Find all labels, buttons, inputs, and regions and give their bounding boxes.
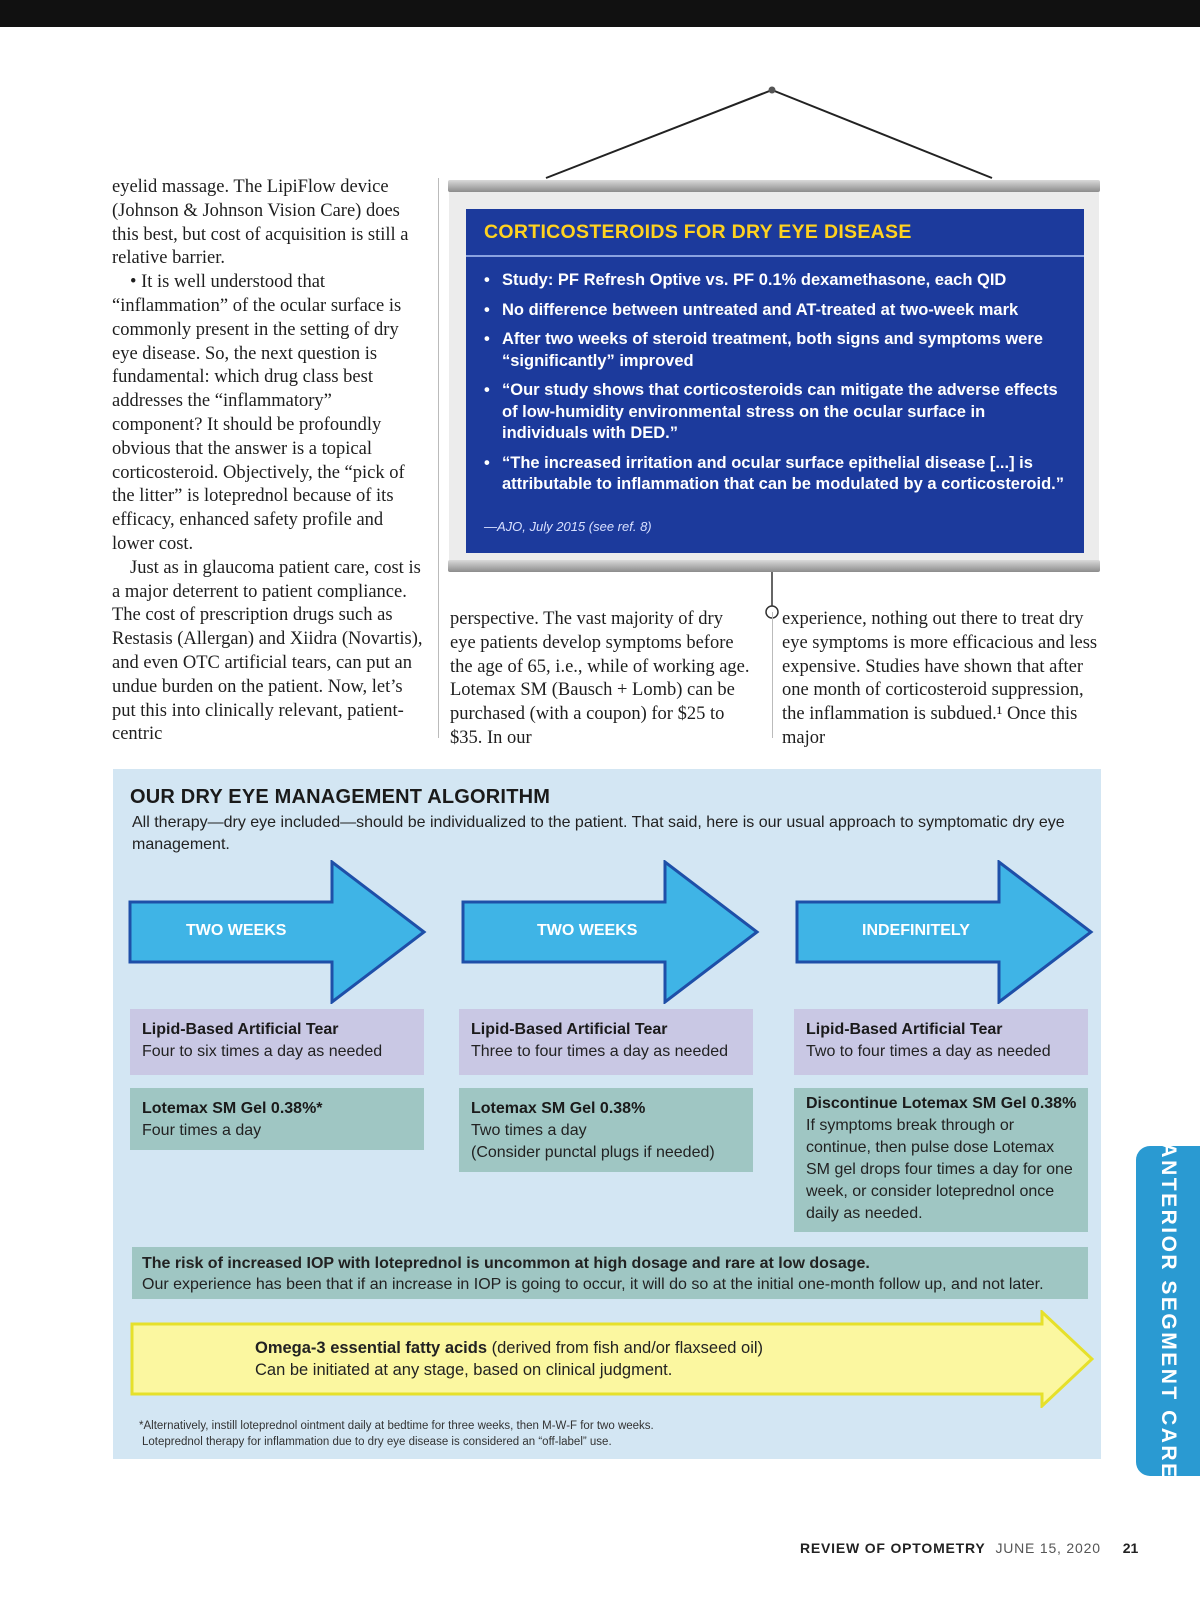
stage-2-tear-box bbox=[459, 1009, 753, 1075]
iop-risk-text: Our experience has been that if an increase in IOP is going to occur, it will do so at the initial one-month follow up, and not later. bbox=[142, 1276, 1044, 1293]
article-paragraph: perspective. The vast majority of dry eye patients develop symptoms before the age of 65, i.e., while of working age. Lotemax SM (Bausch + Lomb) can be purchased (with a coupon) for $25 to $35. In our bbox=[450, 609, 750, 748]
section-tab-label: ANTERIOR SEGMENT CARE bbox=[1157, 1142, 1180, 1480]
poster-bullet-list bbox=[482, 270, 1074, 504]
algorithm-intro: All therapy—dry eye included—should be individualized to the patient. That said, here is our usual approach to symptomatic dry eye management. bbox=[132, 814, 1065, 853]
poster-bullet: • “The increased irritation and ocular surface epithelial disease [...] is attributable to inflammation that can be modulated by a corticosteroid.” bbox=[482, 453, 1074, 496]
poster-bullet: • Study: PF Refresh Optive vs. PF 0.1% dexamethasone, each QID bbox=[482, 270, 1074, 292]
poster-bullet: • After two weeks of steroid treatment, both signs and symptoms were “significantly” improved bbox=[482, 329, 1074, 372]
article-column-3 bbox=[782, 608, 1102, 751]
article-paragraph: • It is well understood that “inflammation” of the ocular surface is commonly present in the setting of dry eye disease. So, the next question is fundamental: which drug class best addresses the “inflammatory” component? It should be profoundly obvious that the answer is a topical corticosteroid. Objectively, the “pick of the litter” is loteprednol because of its efficacy, enhanced safety profile and lower cost. bbox=[112, 272, 405, 554]
omega-3-text: Can be initiated at any stage, based on clinical judgment. bbox=[255, 1361, 673, 1379]
stage-3-duration: INDEFINITELY bbox=[862, 922, 970, 939]
column-divider bbox=[438, 178, 439, 738]
poster-citation: —AJO, July 2015 (see ref. 8) bbox=[484, 519, 652, 534]
stage-3-tear-box bbox=[794, 1009, 1088, 1075]
section-tab bbox=[1136, 1142, 1200, 1480]
poster-top-rod bbox=[448, 180, 1100, 192]
stage-2-drug-note: (Consider punctal plugs if needed) bbox=[471, 1144, 715, 1161]
top-bar bbox=[0, 0, 1200, 27]
stage-1-tear-box bbox=[130, 1009, 424, 1075]
stage-1-duration: TWO WEEKS bbox=[186, 922, 287, 939]
stage-2-tear-text: Three to four times a day as needed bbox=[471, 1043, 729, 1060]
stage-2-tear-title: Lipid-Based Artificial Tear bbox=[471, 1021, 668, 1038]
stage-3-drug-text: If symptoms break through or continue, then pulse dose Lotemax SM gel drops four times a day for one week, or consider loteprednol once daily as needed. bbox=[806, 1117, 1073, 1222]
iop-risk-box bbox=[132, 1247, 1088, 1299]
poster-hanger bbox=[540, 86, 1040, 186]
omega-3-title: Omega-3 essential fatty acids bbox=[255, 1339, 488, 1357]
article-column-2 bbox=[450, 608, 750, 751]
stage-3-drug-box bbox=[794, 1088, 1088, 1232]
footnote-1: *Alternatively, instill loteprednol ointment daily at bedtime for three weeks, then M-W-F for two weeks. bbox=[139, 1420, 654, 1432]
article-paragraph: eyelid massage. The LipiFlow device (Johnson & Johnson Vision Care) does this best, but cost of acquisition is still a relative barrier. bbox=[112, 177, 409, 269]
footnote-2: Loteprednol therapy for inflammation due to dry eye disease is considered an “off-label” use. bbox=[142, 1436, 612, 1448]
page-footer bbox=[800, 1540, 1138, 1556]
poster-bullet: • No difference between untreated and AT-treated at two-week mark bbox=[482, 300, 1074, 322]
poster-bottom-rod bbox=[448, 560, 1100, 572]
stage-2-drug-title: Lotemax SM Gel 0.38% bbox=[471, 1100, 646, 1117]
stage-1-tear-text: Four to six times a day as needed bbox=[142, 1043, 383, 1060]
stage-1-tear-title: Lipid-Based Artificial Tear bbox=[142, 1021, 339, 1038]
stage-1-drug-box bbox=[130, 1088, 424, 1150]
poster-title: CORTICOSTEROIDS FOR DRY EYE DISEASE bbox=[484, 221, 912, 243]
poster-bullet: • “Our study shows that corticosteroids can mitigate the adverse effects of low-humidity environmental stress on the ocular surface in individuals with DED.” bbox=[482, 380, 1074, 445]
issue-date: JUNE 15, 2020 bbox=[995, 1540, 1101, 1556]
omega-3-source: (derived from fish and/or flaxseed oil) bbox=[487, 1339, 764, 1357]
stage-2-duration: TWO WEEKS bbox=[537, 922, 638, 939]
algorithm-footnote bbox=[139, 1418, 654, 1450]
stage-3-tear-text: Two to four times a day as needed bbox=[806, 1043, 1051, 1060]
stage-3-tear-title: Lipid-Based Artificial Tear bbox=[806, 1021, 1003, 1038]
iop-risk-title: The risk of increased IOP with loteprednol is uncommon at high dosage and rare at low dosage. bbox=[142, 1255, 870, 1272]
stage-1-drug-title: Lotemax SM Gel 0.38%* bbox=[142, 1100, 323, 1117]
stage-3-drug-title: Discontinue Lotemax SM Gel 0.38% bbox=[806, 1095, 1077, 1112]
poster-title-bar bbox=[466, 211, 1084, 257]
stage-1-drug-text: Four times a day bbox=[142, 1122, 262, 1139]
column-divider bbox=[772, 612, 773, 738]
article-column-1 bbox=[112, 176, 424, 747]
stage-2-drug-box bbox=[459, 1088, 753, 1172]
algorithm-title: OUR DRY EYE MANAGEMENT ALGORITHM bbox=[130, 786, 551, 808]
omega-3-note bbox=[255, 1337, 763, 1381]
article-paragraph: Just as in glaucoma patient care, cost is a major deterrent to patient compliance. The cost of prescription drugs such as Restasis (Allergan) and Xiidra (Novartis), and even OTC artificial tears, can put an undue burden on the patient. Now, let’s put this into clinically relevant, patient-centric bbox=[112, 557, 423, 745]
stage-2-drug-text: Two times a day bbox=[471, 1122, 587, 1139]
article-paragraph: experience, nothing out there to treat dry eye symptoms is more efficacious and less expensive. Studies have shown that after one month of corticosteroid suppression, the inflammation is subdued.¹ Once this major bbox=[782, 609, 1098, 748]
page-number: 21 bbox=[1122, 1540, 1139, 1556]
publication-name: REVIEW OF OPTOMETRY bbox=[800, 1540, 986, 1556]
